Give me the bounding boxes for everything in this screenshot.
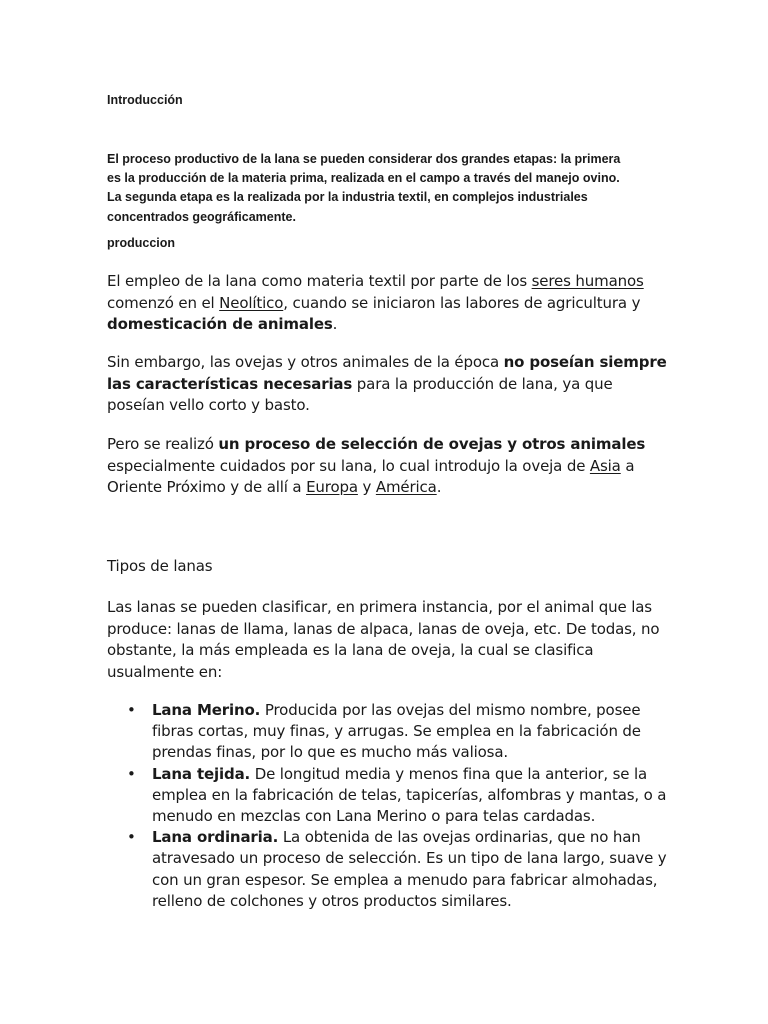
- list-item: [107, 700, 667, 764]
- text-span: , cuando se iniciaron las labores de agricultura y: [283, 293, 641, 312]
- intro-heading: Introducción: [107, 93, 183, 107]
- item-name: Lana tejida.: [152, 764, 251, 783]
- item-text: Producida por las ovejas del mismo nombre, posee fibras cortas, muy finas, y arrugas. Se emplea en la fabricación de prendas finas, por lo que es mucho más valiosa.: [152, 701, 641, 762]
- text-span: Sin embargo, las ovejas y otros animales de la época: [107, 353, 504, 371]
- text-span: Pero se realizó: [107, 435, 219, 453]
- bold-text: no poseían siempre las características necesarias: [107, 353, 667, 393]
- text-span: especialmente cuidados por su lana, lo cual introdujo la oveja de: [107, 456, 590, 475]
- list-item: [107, 827, 667, 912]
- item-name: Lana ordinaria.: [152, 828, 279, 847]
- text-span: El empleo de la lana como materia textil por parte de los: [107, 272, 532, 290]
- text-span: comenzó en el: [107, 293, 220, 312]
- bold-text: domesticación de animales: [107, 315, 333, 334]
- intro-paragraph: El proceso productivo de la lana se pueden considerar dos grandes etapas: la primera es la producción de la materia prima, realizada en el campo a través del manejo ovino. La segunda etapa es la realizada por la industria textil, en complejos industriales concentrados geográficamente.: [107, 152, 621, 224]
- item-text: De longitud media y menos fina que la anterior, se la emplea en la fabricación de telas, tapicerías, alfombras y mantas, o a menudo en mezclas con Lana Merino o para telas cardadas.: [152, 764, 667, 826]
- paragraph-sin-embargo: [107, 352, 667, 417]
- link-america[interactable]: América: [375, 478, 437, 497]
- bullet-icon: •: [127, 701, 136, 719]
- paragraph-clasificacion: Las lanas se pueden clasificar, en primera instancia, por el animal que las produce: lanas de llama, lanas de alpaca, lanas de oveja, etc. De todas, no obstante, la más empleada es la lana de oveja, la cual se clasifica usualmente en:: [107, 598, 660, 681]
- bold-text: un proceso de selección de ovejas y otros animales: [218, 435, 646, 453]
- text-span: y: [357, 478, 376, 497]
- wool-types-list: [107, 700, 667, 912]
- text-span: a Oriente Próximo y de allí a: [107, 456, 635, 497]
- produccion-heading: produccion: [107, 236, 176, 250]
- paragraph-empleo: [107, 271, 667, 336]
- bullet-icon: •: [127, 764, 136, 783]
- link-asia[interactable]: Asia: [589, 456, 621, 475]
- tipos-heading: Tipos de lanas: [107, 557, 213, 575]
- link-seres-humanos[interactable]: seres humanos: [531, 272, 644, 290]
- text-span: .: [436, 478, 442, 497]
- text-span: para la producción de lana, ya que poseían vello corto y basto.: [107, 374, 613, 415]
- bullet-icon: •: [127, 828, 136, 847]
- item-name: Lana Merino.: [152, 701, 261, 719]
- item-text: La obtenida de las ovejas ordinarias, que no han atravesado un proceso de selección. Es un tipo de lana largo, suave y con un gran espesor. Se emplea a menudo para fabricar almohadas, relleno de colchones y otros productos similares.: [152, 828, 667, 910]
- link-neolitico[interactable]: Neolítico: [219, 293, 284, 312]
- list-item: [107, 764, 667, 828]
- text-span: .: [332, 315, 338, 334]
- paragraph-seleccion: [107, 434, 667, 499]
- link-europa[interactable]: Europa: [306, 478, 358, 497]
